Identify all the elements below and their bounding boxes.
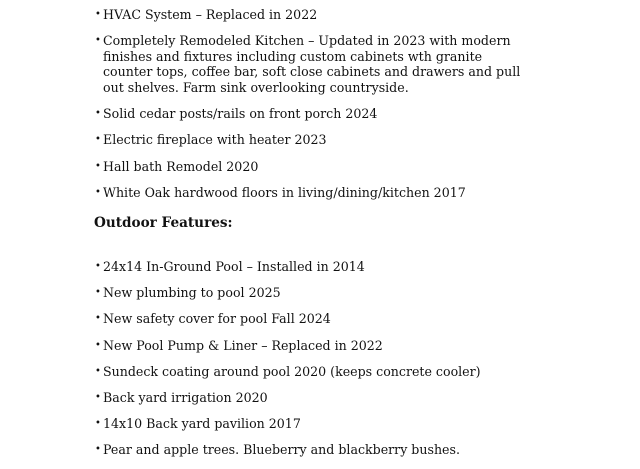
list-item: • Back yard irrigation 2020 <box>95 390 535 406</box>
list-item: • New safety cover for pool Fall 2024 <box>95 311 535 327</box>
interior-features-list <box>95 7 535 211</box>
list-item: • Pear and apple trees. Blueberry and blackberry bushes. <box>95 442 535 458</box>
list-item: • New plumbing to pool 2025 <box>95 285 535 301</box>
list-item: • 24x14 In-Ground Pool – Installed in 2014 <box>95 259 535 275</box>
list-item: • 14x10 Back yard pavilion 2017 <box>95 416 535 432</box>
section-heading: Outdoor Features: <box>94 215 233 231</box>
list-item: • White Oak hardwood floors in living/dining/kitchen 2017 <box>95 185 535 201</box>
list-item: • New Pool Pump & Liner – Replaced in 2022 <box>95 338 535 354</box>
list-item: • HVAC System – Replaced in 2022 <box>95 7 535 23</box>
list-item: • Hall bath Remodel 2020 <box>95 159 535 175</box>
outdoor-features-list <box>95 259 535 469</box>
list-item: • Electric fireplace with heater 2023 <box>95 132 535 148</box>
list-item: • Solid cedar posts/rails on front porch 2024 <box>95 106 535 122</box>
list-item: • Sundeck coating around pool 2020 (keeps concrete cooler) <box>95 364 535 380</box>
list-item: • Completely Remodeled Kitchen – Updated in 2023 with modern finishes and fixtures including custom cabinets wth granite counter tops, coffee bar, soft close cabinets and drawers and pull out shelves. Farm sink overlooking countryside. <box>95 33 535 95</box>
